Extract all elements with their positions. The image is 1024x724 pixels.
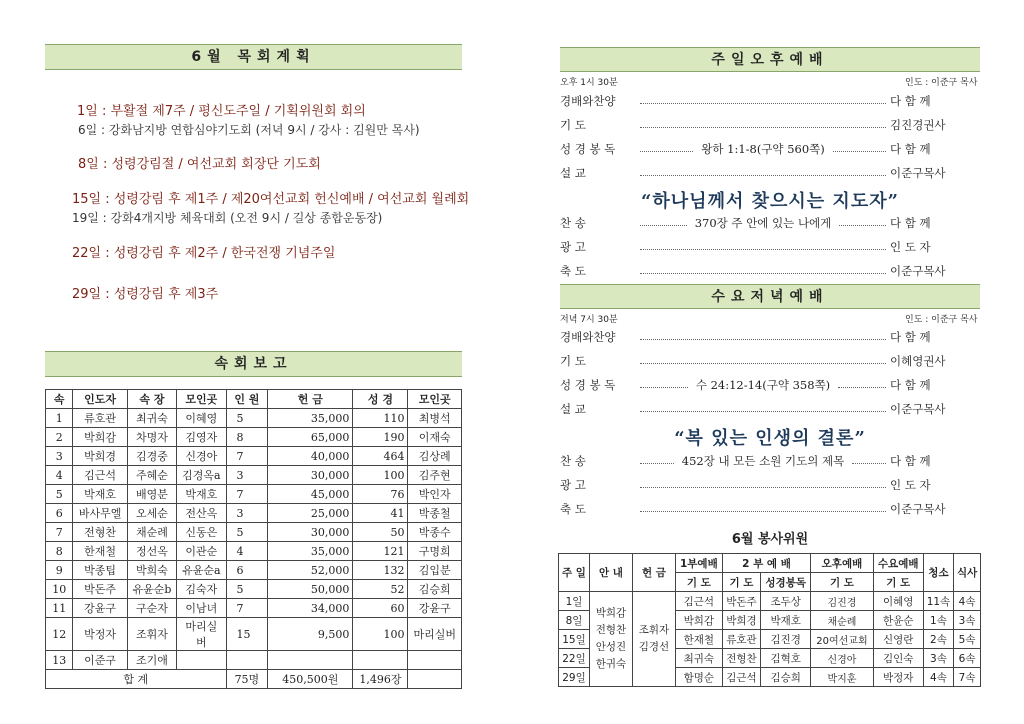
sok-cell: 8: [46, 542, 73, 561]
service-subheader-cell: 기 도: [722, 573, 760, 592]
plan-item: 19일 : 강화4개지방 체육대회 (오전 9시 / 길상 종합운동장): [72, 211, 383, 225]
service-cell: 4속: [923, 668, 953, 687]
sok-cell: 121: [353, 542, 408, 561]
wed-order-label: 기 도: [560, 354, 586, 368]
sok-total-bible: 1,496장: [353, 670, 408, 689]
sok-cell: 132: [353, 561, 408, 580]
sok-cell: 7: [46, 523, 73, 542]
sok-total-label: 합 계: [46, 670, 227, 689]
wed-order-row: [560, 328, 980, 346]
plan-item: 8일 : 성령강림절 / 여선교회 회장단 기도회: [78, 157, 321, 172]
sunday-order-label: 찬 송: [560, 216, 586, 230]
sunday-order-label: 성 경 봉 독: [560, 142, 616, 156]
sok-cell: [408, 651, 462, 670]
sok-cell: 오세순: [127, 504, 176, 523]
sok-cell: 김숙자: [177, 580, 226, 599]
dot-leader: [640, 511, 886, 512]
service-cell: 한윤순: [873, 611, 923, 630]
sok-cell: 10: [46, 580, 73, 599]
sok-header-cell: 인도자: [73, 390, 127, 409]
service-cell: 김승희: [761, 668, 811, 687]
service-cell: 3속: [923, 649, 953, 668]
sunday-order-row: [560, 140, 980, 158]
service-guide: 박희감 전형찬 안성진 한귀숙: [589, 592, 632, 687]
sok-row: [46, 580, 462, 599]
wed-leader: 인도 : 이준구 목사: [905, 315, 978, 325]
service-cell: 조두상: [761, 592, 811, 611]
wed-order-detail: 452장 내 모든 소원 기도의 제목: [681, 454, 845, 468]
sok-cell: 김승희: [408, 580, 462, 599]
service-date: 1일: [559, 592, 590, 611]
sok-cell: 김입분: [408, 561, 462, 580]
service-cell: 1속: [923, 611, 953, 630]
service-cell: 박희감: [675, 611, 722, 630]
service-cell: 박돈주: [722, 592, 760, 611]
sunday-order-person: 인 도 자: [890, 240, 931, 254]
dot-leader: [852, 463, 886, 464]
sok-cell: 25,000: [268, 504, 353, 523]
sok-total-people: 75명: [226, 670, 268, 689]
sok-cell: [268, 651, 353, 670]
sok-cell: 12: [46, 618, 73, 651]
sok-cell: 박희숙: [127, 561, 176, 580]
service-header-cell: 2 부 예 배: [722, 554, 810, 573]
sunday-time: 오후 1시 30분: [560, 78, 618, 88]
sok-cell: [226, 651, 268, 670]
sok-cell: 이재숙: [408, 428, 462, 447]
plan-title: 6월 목회계획: [45, 44, 462, 70]
wed-order-person: 인 도 자: [890, 478, 931, 492]
dot-leader: [838, 387, 886, 388]
sok-header-cell: 헌 금: [268, 390, 353, 409]
service-cell: 신영란: [873, 630, 923, 649]
service-header-cell: 헌 금: [632, 554, 675, 592]
sunday-order-row: [560, 238, 980, 256]
sok-cell: 4: [226, 542, 268, 561]
service-cell: 7속: [954, 668, 981, 687]
sunday-order-detail: 왕하 1:1-8(구약 560쪽): [701, 142, 825, 156]
service-cell: 전형찬: [722, 649, 760, 668]
sunday-sermon-title: “하나님께서 찾으시는 지도자”: [641, 191, 899, 212]
service-header-cell: 1부예배: [675, 554, 722, 573]
sok-row: [46, 599, 462, 618]
sok-cell: 박재호: [73, 485, 127, 504]
dot-leader: [640, 411, 886, 412]
sok-cell: 100: [353, 466, 408, 485]
service-date: 8일: [559, 611, 590, 630]
sok-cell: 9,500: [268, 618, 353, 651]
wed-order-person: 이혜영권사: [890, 354, 946, 368]
sok-cell: 김경중: [127, 447, 176, 466]
service-cell: 박희경: [722, 611, 760, 630]
sok-header-cell: 모인곳: [408, 390, 462, 409]
service-cell: 이혜영: [873, 592, 923, 611]
sok-cell: 박희경: [73, 447, 127, 466]
wed-order-person: 이준구목사: [890, 502, 946, 516]
sunday-order-person: 이준구목사: [890, 264, 946, 278]
sunday-order-label: 기 도: [560, 118, 586, 132]
service-offering: 조휘자 김경선: [632, 592, 675, 687]
sok-cell: 3: [226, 466, 268, 485]
sok-cell: 김상례: [408, 447, 462, 466]
wed-order-row: [560, 352, 980, 370]
sok-cell: 6: [46, 504, 73, 523]
wed-order-label: 축 도: [560, 502, 586, 516]
service-header-cell: 청소: [923, 554, 953, 592]
sunday-order-person: 다 함 께: [890, 216, 931, 230]
sok-cell: 김영자: [177, 428, 226, 447]
dot-leader: [640, 487, 886, 488]
wed-order-row: [560, 400, 980, 418]
wed-order-row: [560, 452, 980, 470]
sok-cell: [177, 651, 226, 670]
sunday-title: 주일오후예배: [560, 47, 980, 72]
sok-cell: 마리실버: [177, 618, 226, 651]
sok-cell: 신경아: [177, 447, 226, 466]
wed-order-person: 다 함 께: [890, 454, 931, 468]
service-cell: 류호관: [722, 630, 760, 649]
sok-cell: 1: [46, 409, 73, 428]
wed-order-row: [560, 500, 980, 518]
sok-cell: 한재철: [73, 542, 127, 561]
service-header-row: [559, 554, 981, 573]
service-cell: 김혁호: [761, 649, 811, 668]
service-cell: 박정자: [873, 668, 923, 687]
sok-cell: 정선옥: [127, 542, 176, 561]
sok-cell: 4: [46, 466, 73, 485]
service-cell: 20여선교회: [811, 630, 873, 649]
service-header-cell: 안 내: [589, 554, 632, 592]
sok-cell: 박종수: [408, 523, 462, 542]
sok-cell: 이남녀: [177, 599, 226, 618]
dot-leader: [640, 127, 886, 128]
sok-cell: 이준구: [73, 651, 127, 670]
sok-cell: 2: [46, 428, 73, 447]
sok-cell: 이관순: [177, 542, 226, 561]
plan-item: 15일 : 성령강림 후 제1주 / 제20여선교회 헌신예배 / 여선교회 월례회: [72, 192, 470, 207]
sok-cell: 배영분: [127, 485, 176, 504]
service-header-cell: 식사: [954, 554, 981, 592]
service-cell: 11속: [923, 592, 953, 611]
sok-cell: 35,000: [268, 542, 353, 561]
sok-cell: 41: [353, 504, 408, 523]
sok-header-cell: 성 경: [353, 390, 408, 409]
sunday-order-person: 이준구목사: [890, 166, 946, 180]
sok-cell: 강윤구: [408, 599, 462, 618]
dot-leader: [839, 225, 886, 226]
service-cell: 한재철: [675, 630, 722, 649]
service-subheader-cell: 기 도: [811, 573, 873, 592]
dot-leader: [640, 103, 886, 104]
service-date: 29일: [559, 668, 590, 687]
sok-cell: 5: [226, 580, 268, 599]
sok-header-cell: 모인곳: [177, 390, 226, 409]
sok-cell: 110: [353, 409, 408, 428]
sok-row: [46, 651, 462, 670]
service-date: 22일: [559, 649, 590, 668]
sok-cell: 65,000: [268, 428, 353, 447]
sok-cell: 조휘자: [127, 618, 176, 651]
service-header-cell: 오후예배: [811, 554, 873, 573]
sok-cell: [353, 651, 408, 670]
wed-title: 수요저녁예배: [560, 284, 980, 309]
sok-title: 속회보고: [45, 351, 462, 377]
sok-header-cell: 속: [46, 390, 73, 409]
service-cell: 김인숙: [873, 649, 923, 668]
sok-cell: 신동은: [177, 523, 226, 542]
sok-cell: 차명자: [127, 428, 176, 447]
sunday-order-row: [560, 116, 980, 134]
service-cell: 2속: [923, 630, 953, 649]
dot-leader: [640, 273, 886, 274]
sok-row: [46, 523, 462, 542]
service-subheader-cell: 성경봉독: [761, 573, 811, 592]
sok-cell: 60: [353, 599, 408, 618]
sok-cell: 박정자: [73, 618, 127, 651]
service-cell: 4속: [954, 592, 981, 611]
sok-cell: 7: [226, 485, 268, 504]
sok-cell: 40,000: [268, 447, 353, 466]
wed-order-row: [560, 476, 980, 494]
sok-cell: 52,000: [268, 561, 353, 580]
sunday-leader: 인도 : 이준구 목사: [905, 78, 978, 88]
sok-header-row: [46, 390, 462, 409]
wed-order-label: 설 교: [560, 402, 586, 416]
sunday-order-detail: 370장 주 안에 있는 나에게: [694, 216, 832, 230]
plan-item: 6일 : 강화남지방 연합심야기도회 (저녁 9시 / 강사 : 김원만 목사): [78, 123, 420, 137]
service-cell: 5속: [954, 630, 981, 649]
sok-cell: 유윤순b: [127, 580, 176, 599]
sok-cell: 5: [46, 485, 73, 504]
service-cell: 6속: [954, 649, 981, 668]
sok-table: [45, 389, 462, 689]
sunday-order-person: 다 함 께: [890, 142, 931, 156]
sok-row: [46, 618, 462, 651]
dot-leader: [640, 225, 687, 226]
sok-cell: 15: [226, 618, 268, 651]
dot-leader: [640, 175, 886, 176]
sok-cell: 52: [353, 580, 408, 599]
sok-cell: 8: [226, 428, 268, 447]
sok-total-row: [46, 670, 462, 689]
sok-cell: 강윤구: [73, 599, 127, 618]
sunday-order-label: 축 도: [560, 264, 586, 278]
sok-cell: 유윤순a: [177, 561, 226, 580]
sok-cell: 5: [226, 409, 268, 428]
sok-cell: 조기애: [127, 651, 176, 670]
sok-cell: 464: [353, 447, 408, 466]
sok-cell: 박종철: [408, 504, 462, 523]
service-cell: 3속: [954, 611, 981, 630]
service-cell: 김진경: [811, 592, 873, 611]
service-cell: 최귀숙: [675, 649, 722, 668]
sok-cell: 50,000: [268, 580, 353, 599]
sok-cell: 전형찬: [73, 523, 127, 542]
sok-row: [46, 466, 462, 485]
sok-cell: 5: [226, 523, 268, 542]
sok-cell: 최귀숙: [127, 409, 176, 428]
sok-total-money: 450,500원: [268, 670, 353, 689]
sok-cell: 50: [353, 523, 408, 542]
service-cell: 박지훈: [811, 668, 873, 687]
sok-cell: 구명희: [408, 542, 462, 561]
sok-cell: 34,000: [268, 599, 353, 618]
wed-order-person: 다 함 께: [890, 378, 931, 392]
service-cell: 김진경: [761, 630, 811, 649]
service-cell: 채순례: [811, 611, 873, 630]
sok-header-cell: 속 장: [127, 390, 176, 409]
wed-order-label: 찬 송: [560, 454, 586, 468]
sok-cell: 박희감: [73, 428, 127, 447]
dot-leader: [640, 151, 693, 152]
sok-cell: 김근석: [73, 466, 127, 485]
sok-cell: 11: [46, 599, 73, 618]
sok-cell: 6: [226, 561, 268, 580]
dot-leader: [640, 363, 886, 364]
service-table: [558, 553, 981, 687]
wed-order-label: 광 고: [560, 478, 586, 492]
service-header-cell: 수요예배: [873, 554, 923, 573]
wed-order-person: 이준구목사: [890, 402, 946, 416]
sok-cell: 김경옥a: [177, 466, 226, 485]
wed-order-person: 다 함 께: [890, 330, 931, 344]
sok-cell: 190: [353, 428, 408, 447]
wed-order-row: [560, 376, 980, 394]
service-cell: 김근석: [675, 592, 722, 611]
service-cell: 신경아: [811, 649, 873, 668]
sok-cell: 박돈주: [73, 580, 127, 599]
service-cell: 김근석: [722, 668, 760, 687]
sok-row: [46, 409, 462, 428]
sunday-order-row: [560, 92, 980, 110]
sunday-order-row: [560, 214, 980, 232]
sunday-order-row: [560, 262, 980, 280]
sok-cell: 9: [46, 561, 73, 580]
sunday-order-person: 김진경권사: [890, 118, 946, 132]
dot-leader: [640, 249, 886, 250]
sok-row: [46, 428, 462, 447]
dot-leader: [640, 463, 674, 464]
sunday-order-label: 경배와찬양: [560, 94, 616, 108]
sunday-order-label: 광 고: [560, 240, 586, 254]
sok-cell: 100: [353, 618, 408, 651]
sok-cell: 3: [46, 447, 73, 466]
sok-cell: 76: [353, 485, 408, 504]
service-cell: 함명순: [675, 668, 722, 687]
sok-cell: 주혜순: [127, 466, 176, 485]
sok-row: [46, 561, 462, 580]
sunday-order-person: 다 함 께: [890, 94, 931, 108]
plan-item: 29일 : 성령강림 후 제3주: [72, 287, 219, 302]
sok-cell: 박재호: [177, 485, 226, 504]
dot-leader: [640, 387, 688, 388]
sok-cell: 채순례: [127, 523, 176, 542]
sok-cell: 마리실버: [408, 618, 462, 651]
sok-cell: 30,000: [268, 523, 353, 542]
sok-cell: 바사무엘: [73, 504, 127, 523]
plan-item: 22일 : 성령강림 후 제2주 / 한국전쟁 기념주일: [72, 246, 336, 261]
service-subheader-cell: 기 도: [873, 573, 923, 592]
sok-cell: 구순자: [127, 599, 176, 618]
sunday-order-label: 설 교: [560, 166, 586, 180]
sok-header-cell: 인 원: [226, 390, 268, 409]
sok-cell: 30,000: [268, 466, 353, 485]
sok-row: [46, 504, 462, 523]
service-subheader-cell: 기 도: [675, 573, 722, 592]
sok-cell: 전산옥: [177, 504, 226, 523]
wed-order-detail: 수 24:12-14(구약 358쪽): [695, 378, 831, 392]
sok-cell: 7: [226, 447, 268, 466]
plan-item: 1일 : 부활절 제7주 / 평신도주일 / 기획위원회 회의: [77, 104, 366, 119]
sok-cell: 45,000: [268, 485, 353, 504]
sok-cell: 7: [226, 599, 268, 618]
dot-leader: [640, 339, 886, 340]
sok-row: [46, 542, 462, 561]
sok-cell: 13: [46, 651, 73, 670]
sok-row: [46, 485, 462, 504]
wed-sermon-title: “복 있는 인생의 결론”: [674, 428, 866, 449]
service-row: [559, 592, 981, 611]
service-date: 15일: [559, 630, 590, 649]
sok-cell: 류호관: [73, 409, 127, 428]
service-header-cell: 주 일: [559, 554, 590, 592]
service-title: 6월 봉사위원: [731, 532, 809, 547]
sok-cell: 3: [226, 504, 268, 523]
service-cell: 박재호: [761, 611, 811, 630]
sunday-order-row: [560, 164, 980, 182]
sok-cell: 최병석: [408, 409, 462, 428]
sok-cell: 이혜영: [177, 409, 226, 428]
wed-order-label: 경배와찬양: [560, 330, 616, 344]
dot-leader: [833, 151, 886, 152]
wed-order-label: 성 경 봉 독: [560, 378, 616, 392]
sok-row: [46, 447, 462, 466]
sok-cell: 박종팁: [73, 561, 127, 580]
sok-cell: 35,000: [268, 409, 353, 428]
sok-cell: 박인자: [408, 485, 462, 504]
wed-time: 저녁 7시 30분: [560, 315, 618, 325]
sok-cell: 김주현: [408, 466, 462, 485]
